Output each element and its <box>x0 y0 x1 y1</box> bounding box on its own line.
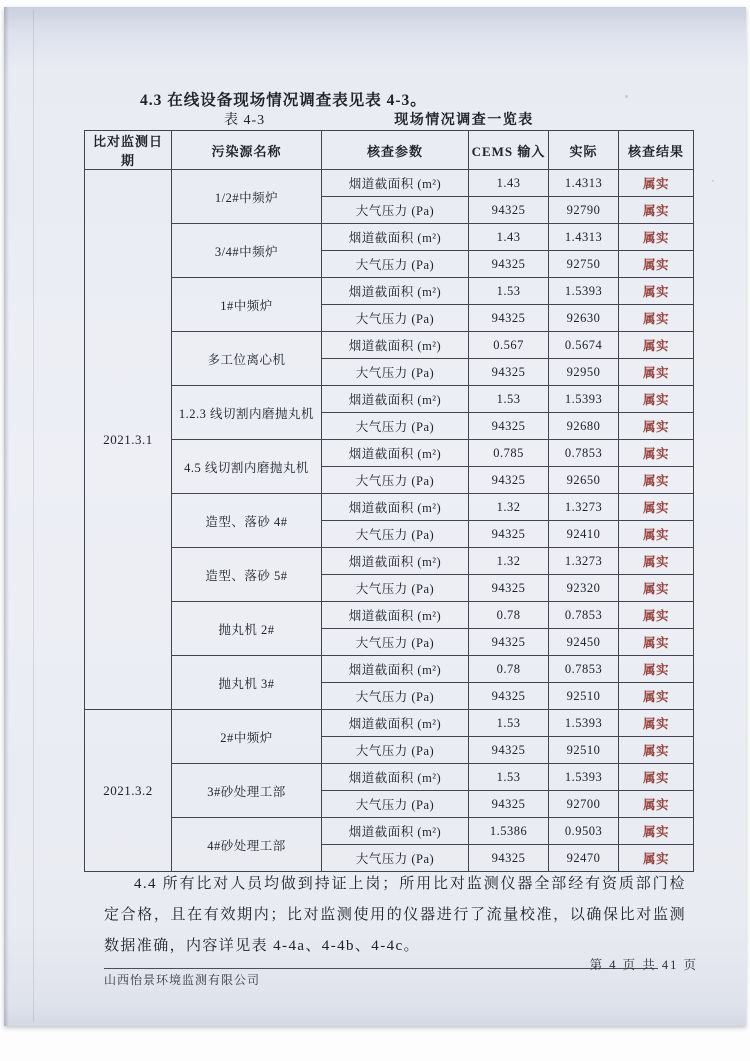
table-row <box>85 602 694 629</box>
header-param: 核查参数 <box>322 131 469 170</box>
date-cell: 2021.3.2 <box>85 710 172 872</box>
scan-speck <box>625 95 628 98</box>
check-result-cell: 属实 <box>619 791 694 818</box>
cems-input-cell: 94325 <box>469 845 549 872</box>
scan-left-shadow <box>4 7 9 1026</box>
param-cell: 大气压力 (Pa) <box>322 197 469 224</box>
table-caption-label: 表 4-3 <box>224 113 266 128</box>
cems-input-cell: 94325 <box>469 305 549 332</box>
actual-value-cell: 92630 <box>549 305 619 332</box>
header-result: 核查结果 <box>619 131 694 170</box>
check-result-cell: 属实 <box>619 548 694 575</box>
param-cell: 大气压力 (Pa) <box>322 575 469 602</box>
check-result-cell: 属实 <box>619 224 694 251</box>
cems-input-cell: 1.53 <box>469 710 549 737</box>
actual-value-cell: 1.5393 <box>549 764 619 791</box>
paragraph-4-4: 4.4 所有比对人员均做到持证上岗；所用比对监测仪器全部经有资质部门检定合格，且在有效期内；比对监测使用的仪器进行了流量校准，以确保比对监测数据准确，内容详见表 4-4a、4-4b、4-4c。 <box>104 876 686 954</box>
table-row <box>85 494 694 521</box>
table-row <box>85 548 694 575</box>
check-result-cell: 属实 <box>619 818 694 845</box>
actual-value-cell: 92750 <box>549 251 619 278</box>
source-name-cell: 造型、落砂 4# <box>172 494 322 548</box>
param-cell: 烟道截面积 (m²) <box>322 764 469 791</box>
param-cell: 烟道截面积 (m²) <box>322 332 469 359</box>
actual-value-cell: 0.7853 <box>549 602 619 629</box>
param-cell: 大气压力 (Pa) <box>322 791 469 818</box>
check-result-cell: 属实 <box>619 764 694 791</box>
source-name-cell: 抛丸机 3# <box>172 656 322 710</box>
cems-input-cell: 94325 <box>469 197 549 224</box>
check-result-cell: 属实 <box>619 386 694 413</box>
cems-input-cell: 94325 <box>469 683 549 710</box>
page-fold-line <box>33 10 34 1022</box>
check-result-cell: 属实 <box>619 683 694 710</box>
check-result-cell: 属实 <box>619 521 694 548</box>
param-cell: 大气压力 (Pa) <box>322 629 469 656</box>
actual-value-cell: 92320 <box>549 575 619 602</box>
check-result-cell: 属实 <box>619 629 694 656</box>
cems-input-cell: 0.567 <box>469 332 549 359</box>
param-cell: 烟道截面积 (m²) <box>322 602 469 629</box>
check-result-cell: 属实 <box>619 467 694 494</box>
table-row <box>85 224 694 251</box>
cems-input-cell: 1.53 <box>469 764 549 791</box>
check-result-cell: 属实 <box>619 305 694 332</box>
actual-value-cell: 0.9503 <box>549 818 619 845</box>
check-result-cell: 属实 <box>619 278 694 305</box>
check-result-cell: 属实 <box>619 602 694 629</box>
param-cell: 烟道截面积 (m²) <box>322 278 469 305</box>
actual-value-cell: 0.7853 <box>549 656 619 683</box>
actual-value-cell: 92790 <box>549 197 619 224</box>
param-cell: 烟道截面积 (m²) <box>322 710 469 737</box>
check-result-cell: 属实 <box>619 197 694 224</box>
cems-input-cell: 94325 <box>469 575 549 602</box>
cems-input-cell: 94325 <box>469 629 549 656</box>
param-cell: 烟道截面积 (m²) <box>322 170 469 197</box>
actual-value-cell: 1.4313 <box>549 170 619 197</box>
check-result-cell: 属实 <box>619 440 694 467</box>
source-name-cell: 3#砂处理工部 <box>172 764 322 818</box>
cems-input-cell: 0.78 <box>469 602 549 629</box>
source-name-cell: 3/4#中频炉 <box>172 224 322 278</box>
site-survey-table <box>84 130 694 872</box>
cems-input-cell: 1.53 <box>469 386 549 413</box>
footer-company-name: 山西怡景环境监测有限公司 <box>104 973 261 987</box>
cems-input-cell: 1.32 <box>469 548 549 575</box>
table-row <box>85 386 694 413</box>
table-caption <box>84 109 692 129</box>
cems-input-cell: 94325 <box>469 413 549 440</box>
cems-input-cell: 0.78 <box>469 656 549 683</box>
table-row <box>85 818 694 845</box>
actual-value-cell: 92410 <box>549 521 619 548</box>
source-name-cell: 2#中频炉 <box>172 710 322 764</box>
survey-table-body <box>85 170 694 872</box>
param-cell: 烟道截面积 (m²) <box>322 818 469 845</box>
actual-value-cell: 92700 <box>549 791 619 818</box>
param-cell: 烟道截面积 (m²) <box>322 386 469 413</box>
check-result-cell: 属实 <box>619 251 694 278</box>
check-result-cell: 属实 <box>619 170 694 197</box>
actual-value-cell: 0.7853 <box>549 440 619 467</box>
table-row <box>85 710 694 737</box>
check-result-cell: 属实 <box>619 332 694 359</box>
param-cell: 大气压力 (Pa) <box>322 845 469 872</box>
check-result-cell: 属实 <box>619 359 694 386</box>
param-cell: 烟道截面积 (m²) <box>322 224 469 251</box>
cems-input-cell: 1.43 <box>469 224 549 251</box>
scan-speck <box>712 180 714 182</box>
param-cell: 大气压力 (Pa) <box>322 737 469 764</box>
source-name-cell: 1#中频炉 <box>172 278 322 332</box>
actual-value-cell: 92950 <box>549 359 619 386</box>
param-cell: 烟道截面积 (m²) <box>322 440 469 467</box>
source-name-cell: 1.2.3 线切割内磨抛丸机 <box>172 386 322 440</box>
header-date: 比对监测日期 <box>85 131 172 170</box>
cems-input-cell: 1.5386 <box>469 818 549 845</box>
actual-value-cell: 0.5674 <box>549 332 619 359</box>
cems-input-cell: 1.32 <box>469 494 549 521</box>
cems-input-cell: 94325 <box>469 737 549 764</box>
check-result-cell: 属实 <box>619 845 694 872</box>
param-cell: 大气压力 (Pa) <box>322 521 469 548</box>
param-cell: 烟道截面积 (m²) <box>322 548 469 575</box>
date-cell: 2021.3.1 <box>85 170 172 710</box>
source-name-cell: 造型、落砂 5# <box>172 548 322 602</box>
param-cell: 烟道截面积 (m²) <box>322 656 469 683</box>
actual-value-cell: 1.3273 <box>549 494 619 521</box>
actual-value-cell: 1.3273 <box>549 548 619 575</box>
actual-value-cell: 92510 <box>549 683 619 710</box>
param-cell: 大气压力 (Pa) <box>322 683 469 710</box>
table-row <box>85 170 694 197</box>
actual-value-cell: 92470 <box>549 845 619 872</box>
actual-value-cell: 92650 <box>549 467 619 494</box>
check-result-cell: 属实 <box>619 737 694 764</box>
table-row <box>85 278 694 305</box>
check-result-cell: 属实 <box>619 710 694 737</box>
cems-input-cell: 94325 <box>469 467 549 494</box>
actual-value-cell: 1.4313 <box>549 224 619 251</box>
source-name-cell: 1/2#中频炉 <box>172 170 322 224</box>
cems-input-cell: 94325 <box>469 791 549 818</box>
actual-value-cell: 1.5393 <box>549 386 619 413</box>
source-name-cell: 4.5 线切割内磨抛丸机 <box>172 440 322 494</box>
cems-input-cell: 94325 <box>469 251 549 278</box>
cems-input-cell: 0.785 <box>469 440 549 467</box>
cems-input-cell: 94325 <box>469 521 549 548</box>
table-caption-title: 现场情况调查一览表 <box>394 113 534 128</box>
source-name-cell: 多工位离心机 <box>172 332 322 386</box>
table-header <box>85 131 694 170</box>
footer-divider <box>104 968 658 969</box>
check-result-cell: 属实 <box>619 413 694 440</box>
param-cell: 大气压力 (Pa) <box>322 359 469 386</box>
cems-input-cell: 1.43 <box>469 170 549 197</box>
footer-page-number: 第 4 页 共 41 页 <box>589 958 698 972</box>
cems-input-cell: 94325 <box>469 359 549 386</box>
param-cell: 大气压力 (Pa) <box>322 251 469 278</box>
actual-value-cell: 92450 <box>549 629 619 656</box>
table-row <box>85 332 694 359</box>
actual-value-cell: 92680 <box>549 413 619 440</box>
actual-value-cell: 1.5393 <box>549 710 619 737</box>
check-result-cell: 属实 <box>619 575 694 602</box>
check-result-cell: 属实 <box>619 656 694 683</box>
source-name-cell: 抛丸机 2# <box>172 602 322 656</box>
actual-value-cell: 1.5393 <box>549 278 619 305</box>
param-cell: 烟道截面积 (m²) <box>322 494 469 521</box>
section-4-3-heading: 4.3 在线设备现场情况调查表见表 4-3。 <box>140 92 427 109</box>
cems-input-cell: 1.53 <box>469 278 549 305</box>
param-cell: 大气压力 (Pa) <box>322 305 469 332</box>
check-result-cell: 属实 <box>619 494 694 521</box>
header-source: 污染源名称 <box>172 131 322 170</box>
param-cell: 大气压力 (Pa) <box>322 467 469 494</box>
table-row <box>85 764 694 791</box>
table-row <box>85 656 694 683</box>
header-cems: CEMS 输入 <box>469 131 549 170</box>
table-row <box>85 440 694 467</box>
param-cell: 大气压力 (Pa) <box>322 413 469 440</box>
source-name-cell: 4#砂处理工部 <box>172 818 322 872</box>
header-actual: 实际 <box>549 131 619 170</box>
header-row <box>85 131 694 170</box>
actual-value-cell: 92510 <box>549 737 619 764</box>
